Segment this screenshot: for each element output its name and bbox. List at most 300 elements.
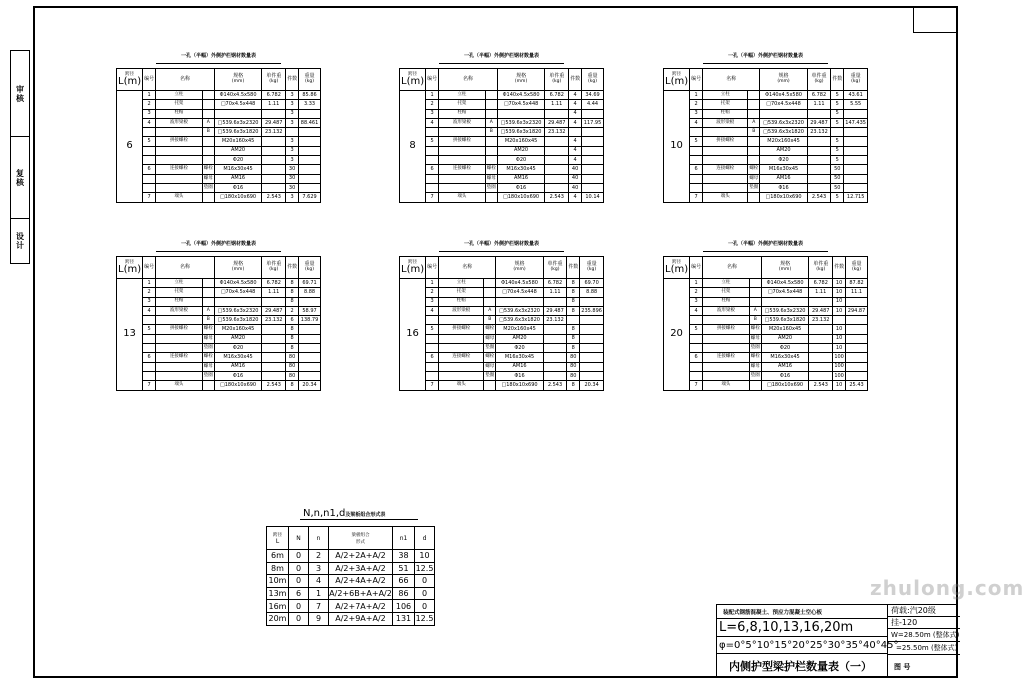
cell-no: 3 bbox=[426, 109, 439, 118]
cell-spec: Φ140x4.5x580 bbox=[761, 279, 809, 288]
beam-combination-table bbox=[266, 526, 435, 626]
cell-weight bbox=[582, 174, 604, 183]
spec-label: 规格 bbox=[780, 261, 791, 268]
cell-name bbox=[156, 156, 203, 165]
cell-name: 端头 bbox=[703, 193, 748, 202]
cell-count: 10 bbox=[833, 288, 846, 297]
cell-weight bbox=[580, 371, 604, 380]
table-row bbox=[400, 109, 604, 118]
span-value: 10 bbox=[664, 91, 690, 203]
cell-count: 5 bbox=[831, 100, 844, 109]
cell-no bbox=[426, 128, 439, 137]
cell-sub: 螺栓 bbox=[749, 353, 761, 362]
table-row bbox=[400, 165, 604, 174]
span-value: 20 bbox=[664, 279, 690, 391]
col-header-L: 跨径 L bbox=[267, 527, 289, 550]
cell-unit-weight bbox=[262, 353, 286, 362]
cell-name: 托架 bbox=[703, 100, 748, 109]
table-header-row bbox=[400, 69, 604, 91]
table-row bbox=[400, 344, 604, 353]
cell-spec: Φ20 bbox=[497, 156, 545, 165]
weight-unit: (kg) bbox=[851, 79, 861, 85]
cell-count: 100 bbox=[833, 371, 846, 380]
cell-sub bbox=[485, 193, 497, 202]
cell-L: 13m bbox=[267, 587, 289, 600]
weight-unit: (kg) bbox=[305, 79, 315, 85]
table-row bbox=[117, 344, 321, 353]
cell-unit-weight: 23.132 bbox=[262, 128, 286, 137]
cell-unit-weight: 1.11 bbox=[262, 288, 286, 297]
span-value: 16 bbox=[400, 279, 426, 391]
cell-name: 柱帽 bbox=[156, 109, 203, 118]
cell-count: 3 bbox=[286, 156, 299, 165]
steel-quantity-table bbox=[663, 256, 868, 391]
cell-count: 8 bbox=[567, 306, 580, 315]
col-header-no: 编号 bbox=[426, 257, 439, 279]
cell-unit-weight: 1.11 bbox=[809, 288, 833, 297]
cell-unit-weight bbox=[262, 146, 286, 155]
cell-count: 80 bbox=[567, 371, 580, 380]
cell-no bbox=[143, 316, 156, 325]
cell-no: 2 bbox=[143, 100, 156, 109]
cell-weight bbox=[299, 174, 321, 183]
col-header-weight bbox=[846, 257, 868, 279]
cell-weight bbox=[844, 183, 868, 192]
cell-combo: A/2+4A+A/2 bbox=[329, 575, 393, 588]
col-header-weight bbox=[580, 257, 604, 279]
cell-sub: 垫圈 bbox=[484, 371, 496, 380]
cell-unit-weight: 2.543 bbox=[262, 381, 286, 390]
cell-spec: AM20 bbox=[760, 146, 807, 155]
cell-spec: □539.6x3x2320 bbox=[760, 118, 807, 127]
cell-weight bbox=[299, 183, 321, 192]
span-unit: L(m) bbox=[118, 264, 142, 276]
table-row bbox=[117, 137, 321, 146]
table-row bbox=[664, 156, 868, 165]
cell-L: 10m bbox=[267, 575, 289, 588]
cell-d: 0 bbox=[415, 587, 435, 600]
cell-count bbox=[833, 316, 846, 325]
cell-sub: 螺栓 bbox=[202, 325, 214, 334]
cell-no: 7 bbox=[690, 381, 703, 390]
steel-quantity-table bbox=[399, 256, 604, 391]
project-name: 装配式钢筋混凝土、预应力混凝土空心板 bbox=[717, 605, 887, 619]
cell-weight bbox=[299, 362, 321, 371]
col-header-weight bbox=[844, 69, 868, 91]
cell-name bbox=[439, 371, 484, 380]
cell-weight bbox=[582, 109, 604, 118]
cell-spec: M20x160x45 bbox=[496, 325, 543, 334]
cell-no: 5 bbox=[426, 137, 439, 146]
cell-weight: 25.43 bbox=[846, 381, 868, 390]
cell-count: 80 bbox=[567, 353, 580, 362]
cell-spec: □180x10x690 bbox=[761, 381, 809, 390]
form-table-title-main: N,n,n1,d bbox=[303, 508, 346, 519]
unit-weight-unit: (kg) bbox=[269, 79, 279, 85]
cell-count: 3 bbox=[286, 109, 299, 118]
cell-spec: □539.6x3x2320 bbox=[761, 306, 809, 315]
cell-sub: 垫圈 bbox=[484, 344, 496, 353]
cell-unit-weight bbox=[262, 165, 286, 174]
col-header-no: 编号 bbox=[690, 257, 703, 279]
cell-name: 端头 bbox=[439, 193, 486, 202]
cell-n: 4 bbox=[309, 575, 329, 588]
cell-n: 3 bbox=[309, 562, 329, 575]
cell-count: 6 bbox=[286, 316, 299, 325]
cell-unit-weight bbox=[262, 362, 286, 371]
cell-unit-weight bbox=[262, 156, 286, 165]
cell-combo: A/2+6B+A+A/2 bbox=[329, 589, 392, 599]
cell-weight: 5.55 bbox=[844, 100, 868, 109]
spec-label: 规格 bbox=[778, 73, 789, 80]
title-underline bbox=[703, 63, 828, 64]
cell-spec: Φ16 bbox=[214, 371, 262, 380]
cell-name bbox=[703, 146, 748, 155]
cell-n: 2 bbox=[309, 550, 329, 563]
cell-unit-weight: 6.782 bbox=[543, 279, 567, 288]
cell-sub: A bbox=[749, 306, 761, 315]
table-row bbox=[267, 562, 435, 575]
cell-n1: 86 bbox=[393, 587, 415, 600]
cell-no: 1 bbox=[143, 91, 156, 100]
cell-weight: 10.14 bbox=[582, 193, 604, 202]
table-row bbox=[664, 128, 868, 137]
cell-sub bbox=[749, 288, 761, 297]
cell-count: 10 bbox=[833, 279, 846, 288]
cell-no: 5 bbox=[690, 325, 703, 334]
cell-spec: □180x10x690 bbox=[214, 193, 262, 202]
table-header-row bbox=[117, 69, 321, 91]
table-row bbox=[267, 575, 435, 588]
cell-sub: 螺母 bbox=[484, 334, 496, 343]
cell-spec: Φ16 bbox=[760, 183, 807, 192]
span-unit: L(m) bbox=[401, 264, 425, 276]
cell-spec: Φ20 bbox=[496, 344, 543, 353]
cell-spec: □539.6x3x1820 bbox=[760, 128, 807, 137]
quantity-table-title: 一孔（半幅）外侧护栏钢材数量表 bbox=[727, 53, 803, 59]
cell-unit-weight bbox=[262, 325, 286, 334]
cell-count: 8 bbox=[567, 334, 580, 343]
unit-weight-unit: (kg) bbox=[814, 79, 824, 85]
cell-count: 50 bbox=[831, 165, 844, 174]
cell-spec: Φ140x4.5x580 bbox=[760, 91, 807, 100]
quantity-table-title: 一孔（半幅）外侧护栏钢材数量表 bbox=[727, 241, 803, 247]
cell-sub: 垫圈 bbox=[202, 183, 214, 192]
cell-d: 12.5 bbox=[415, 563, 434, 573]
cell-weight bbox=[299, 128, 321, 137]
table-row bbox=[400, 128, 604, 137]
span-value: 13 bbox=[117, 279, 143, 391]
cell-spec: □70x4.5x448 bbox=[214, 100, 262, 109]
cell-spec: AM16 bbox=[496, 362, 543, 371]
cell-weight: 3.33 bbox=[299, 100, 321, 109]
cell-name: 拼接螺栓 bbox=[439, 325, 484, 334]
table-row bbox=[117, 174, 321, 183]
skew-angle-list: φ=0°5°10°15°20°25°30°35°40°45° bbox=[717, 637, 887, 654]
cell-no: 1 bbox=[426, 91, 439, 100]
unit-weight-label: 单件重 bbox=[811, 73, 827, 80]
cell-weight: 4.44 bbox=[582, 100, 604, 109]
cell-weight bbox=[299, 334, 321, 343]
cell-weight bbox=[844, 109, 868, 118]
cell-sub bbox=[748, 193, 760, 202]
table-row bbox=[117, 193, 321, 202]
cell-sub bbox=[202, 288, 214, 297]
cell-no: 6 bbox=[143, 165, 156, 174]
cell-weight bbox=[299, 165, 321, 174]
cell-sub bbox=[202, 156, 214, 165]
cell-unit-weight bbox=[545, 183, 569, 192]
cell-count: 50 bbox=[831, 174, 844, 183]
steel-quantity-table bbox=[116, 256, 321, 391]
table-row bbox=[400, 334, 604, 343]
unit-weight-label: 单件重 bbox=[549, 73, 565, 80]
cell-weight bbox=[580, 297, 604, 306]
cell-spec: □180x10x690 bbox=[760, 193, 807, 202]
cell-weight bbox=[299, 109, 321, 118]
cell-no: 1 bbox=[690, 279, 703, 288]
col-header-name: 名称 bbox=[156, 257, 215, 279]
cell-n: 7 bbox=[309, 600, 329, 613]
title-underline bbox=[703, 251, 828, 252]
cell-count: 8 bbox=[567, 288, 580, 297]
cell-name: 拼接螺栓 bbox=[703, 137, 748, 146]
cell-weight: 34.69 bbox=[582, 91, 604, 100]
cell-unit-weight: 2.543 bbox=[262, 193, 286, 202]
table-header-row bbox=[117, 257, 321, 279]
cell-spec: M16x30x45 bbox=[497, 165, 545, 174]
col-header-span bbox=[117, 69, 143, 91]
quantity-table-title: 一孔（半幅）外侧护栏钢材数量表 bbox=[180, 241, 256, 247]
cell-name bbox=[439, 344, 484, 353]
cell-count: 8 bbox=[286, 325, 299, 334]
cell-unit-weight bbox=[809, 344, 833, 353]
quantity-block bbox=[663, 240, 868, 422]
title-underline bbox=[156, 63, 281, 64]
cell-name: 拼接螺栓 bbox=[439, 137, 486, 146]
cell-sub bbox=[484, 297, 496, 306]
cell-count: 3 bbox=[286, 91, 299, 100]
cell-count: 4 bbox=[569, 146, 582, 155]
span-unit: L(m) bbox=[665, 264, 689, 276]
cell-count: 8 bbox=[286, 344, 299, 353]
cell-name: 柱帽 bbox=[703, 109, 748, 118]
cell-count: 3 bbox=[286, 146, 299, 155]
cell-name bbox=[439, 156, 486, 165]
cell-combo: A/2+9A+A/2 bbox=[329, 612, 393, 625]
cell-no: 2 bbox=[143, 288, 156, 297]
cell-no bbox=[143, 183, 156, 192]
cell-count: 40 bbox=[569, 174, 582, 183]
cell-unit-weight: 1.11 bbox=[545, 100, 569, 109]
cell-weight bbox=[844, 137, 868, 146]
cell-count: 2 bbox=[286, 306, 299, 315]
col-header-unit-weight bbox=[543, 257, 567, 279]
table-row bbox=[117, 279, 321, 288]
cell-no bbox=[143, 371, 156, 380]
cell-d: 0 bbox=[415, 575, 435, 588]
cell-no: 7 bbox=[426, 381, 439, 390]
quantity-table-title: 一孔（半幅）外侧护栏钢材数量表 bbox=[463, 53, 539, 59]
cell-sub: 螺栓 bbox=[485, 165, 497, 174]
cell-unit-weight bbox=[807, 174, 831, 183]
cell-spec: M20x160x45 bbox=[214, 325, 262, 334]
cell-no bbox=[426, 371, 439, 380]
cell-count: 80 bbox=[567, 362, 580, 371]
table-header-row bbox=[664, 257, 868, 279]
cell-unit-weight bbox=[545, 165, 569, 174]
weight-label: 重量 bbox=[587, 73, 598, 80]
cell-count: 4 bbox=[569, 118, 582, 127]
table-row bbox=[117, 128, 321, 137]
cell-spec: Φ140x4.5x580 bbox=[214, 279, 262, 288]
cell-spec: AM20 bbox=[214, 334, 262, 343]
cell-unit-weight bbox=[543, 344, 567, 353]
cell-d: 10 bbox=[415, 550, 435, 563]
cell-sub bbox=[202, 137, 214, 146]
signature-sidebar bbox=[10, 50, 30, 264]
cell-sub bbox=[485, 156, 497, 165]
cell-spec: AM16 bbox=[761, 362, 809, 371]
cell-weight: 58.97 bbox=[299, 306, 321, 315]
col-header-span bbox=[400, 257, 426, 279]
col-header-span bbox=[664, 257, 690, 279]
table-row bbox=[117, 306, 321, 315]
cell-no bbox=[690, 334, 703, 343]
table-row bbox=[664, 316, 868, 325]
cell-spec: □539.6x3x1820 bbox=[214, 316, 262, 325]
cell-weight: 20.34 bbox=[299, 381, 321, 390]
steel-quantity-table bbox=[116, 68, 321, 203]
cell-sub bbox=[749, 279, 761, 288]
col-header-d: d bbox=[415, 527, 435, 550]
cell-name bbox=[703, 183, 748, 192]
cell-sub: A bbox=[202, 118, 214, 127]
weight-label: 重量 bbox=[304, 261, 315, 268]
cell-n1: 51 bbox=[393, 562, 415, 575]
cell-sub: 垫圈 bbox=[202, 344, 214, 353]
table-row bbox=[664, 109, 868, 118]
cell-sub: 螺母 bbox=[749, 362, 761, 371]
cell-name: 波形梁板 bbox=[156, 118, 203, 127]
cell-unit-weight: 29.487 bbox=[543, 306, 567, 315]
cell-weight: 88.461 bbox=[299, 118, 321, 127]
cell-unit-weight bbox=[807, 156, 831, 165]
cell-no: 2 bbox=[426, 288, 439, 297]
cell-no bbox=[690, 183, 703, 192]
cell-spec: □70x4.5x448 bbox=[760, 100, 807, 109]
cell-no bbox=[690, 344, 703, 353]
cell-sub bbox=[748, 137, 760, 146]
weight-label: 重量 bbox=[304, 73, 315, 80]
cell-spec: Φ20 bbox=[214, 156, 262, 165]
cell-weight bbox=[299, 146, 321, 155]
cell-weight: 43.61 bbox=[844, 91, 868, 100]
cell-name: 立柱 bbox=[156, 91, 203, 100]
cell-count: 10 bbox=[833, 334, 846, 343]
cell-weight bbox=[846, 362, 868, 371]
cell-count: 8 bbox=[286, 279, 299, 288]
spec-unit: (mm) bbox=[231, 79, 245, 85]
table-header-row bbox=[664, 69, 868, 91]
cell-count: 5 bbox=[831, 91, 844, 100]
col-header-count: 件数 bbox=[286, 257, 299, 279]
spec-unit: (mm) bbox=[778, 267, 792, 273]
table-row bbox=[400, 325, 604, 334]
quantity-table-title: 一孔（半幅）外侧护栏钢材数量表 bbox=[463, 241, 539, 247]
col-header-count: 件数 bbox=[567, 257, 580, 279]
cell-count: 3 bbox=[286, 100, 299, 109]
cell-name: 柱帽 bbox=[439, 297, 484, 306]
cell-spec: AM20 bbox=[497, 146, 545, 155]
weight-label: 重量 bbox=[851, 261, 862, 268]
cell-unit-weight: 1.11 bbox=[262, 100, 286, 109]
cell-weight bbox=[846, 344, 868, 353]
cell-unit-weight: 29.487 bbox=[545, 118, 569, 127]
cell-name: 波形梁板 bbox=[439, 306, 484, 315]
table-row bbox=[117, 362, 321, 371]
cell-unit-weight bbox=[807, 165, 831, 174]
cell-no: 3 bbox=[143, 109, 156, 118]
cell-name: 托架 bbox=[156, 288, 203, 297]
cell-unit-weight bbox=[543, 362, 567, 371]
cell-no: 4 bbox=[690, 118, 703, 127]
cell-unit-weight bbox=[262, 174, 286, 183]
cell-no: 4 bbox=[426, 306, 439, 315]
cell-no: 4 bbox=[426, 118, 439, 127]
cell-count: 3 bbox=[286, 193, 299, 202]
col-header-weight bbox=[299, 69, 321, 91]
col-header-unit-weight bbox=[262, 257, 286, 279]
cell-count: 30 bbox=[286, 183, 299, 192]
cell-spec: □539.6x3x1820 bbox=[496, 316, 543, 325]
cell-count: 5 bbox=[831, 156, 844, 165]
cell-no bbox=[690, 146, 703, 155]
cell-no: 7 bbox=[426, 193, 439, 202]
cell-no bbox=[690, 316, 703, 325]
cell-weight bbox=[844, 174, 868, 183]
cell-spec: M16x30x45 bbox=[760, 165, 807, 174]
table-row bbox=[267, 612, 435, 625]
cell-weight bbox=[844, 156, 868, 165]
steel-quantity-table bbox=[399, 68, 604, 203]
table-row bbox=[400, 316, 604, 325]
col-header-unit-weight bbox=[262, 69, 286, 91]
cell-name: 连接螺栓 bbox=[156, 353, 203, 362]
cell-spec: M16x30x45 bbox=[761, 353, 809, 362]
cell-no bbox=[690, 362, 703, 371]
cell-name bbox=[439, 174, 486, 183]
unit-weight-label: 单件重 bbox=[547, 261, 563, 268]
table-row bbox=[400, 100, 604, 109]
cell-count bbox=[286, 128, 299, 137]
cell-n1: 106 bbox=[393, 600, 415, 613]
cell-name bbox=[156, 174, 203, 183]
cell-no: 4 bbox=[143, 118, 156, 127]
cell-no: 6 bbox=[143, 353, 156, 362]
cell-sub bbox=[484, 288, 496, 297]
cell-weight: 11.1 bbox=[846, 288, 868, 297]
table-row bbox=[664, 381, 868, 390]
cell-spec: AM16 bbox=[760, 174, 807, 183]
cell-weight: 235.896 bbox=[580, 306, 604, 315]
cell-no bbox=[143, 146, 156, 155]
cell-n: 9 bbox=[309, 612, 329, 625]
table-row bbox=[400, 91, 604, 100]
cell-count: 4 bbox=[569, 100, 582, 109]
spec-unit: (mm) bbox=[514, 79, 528, 85]
col-header-no: 编号 bbox=[690, 69, 703, 91]
